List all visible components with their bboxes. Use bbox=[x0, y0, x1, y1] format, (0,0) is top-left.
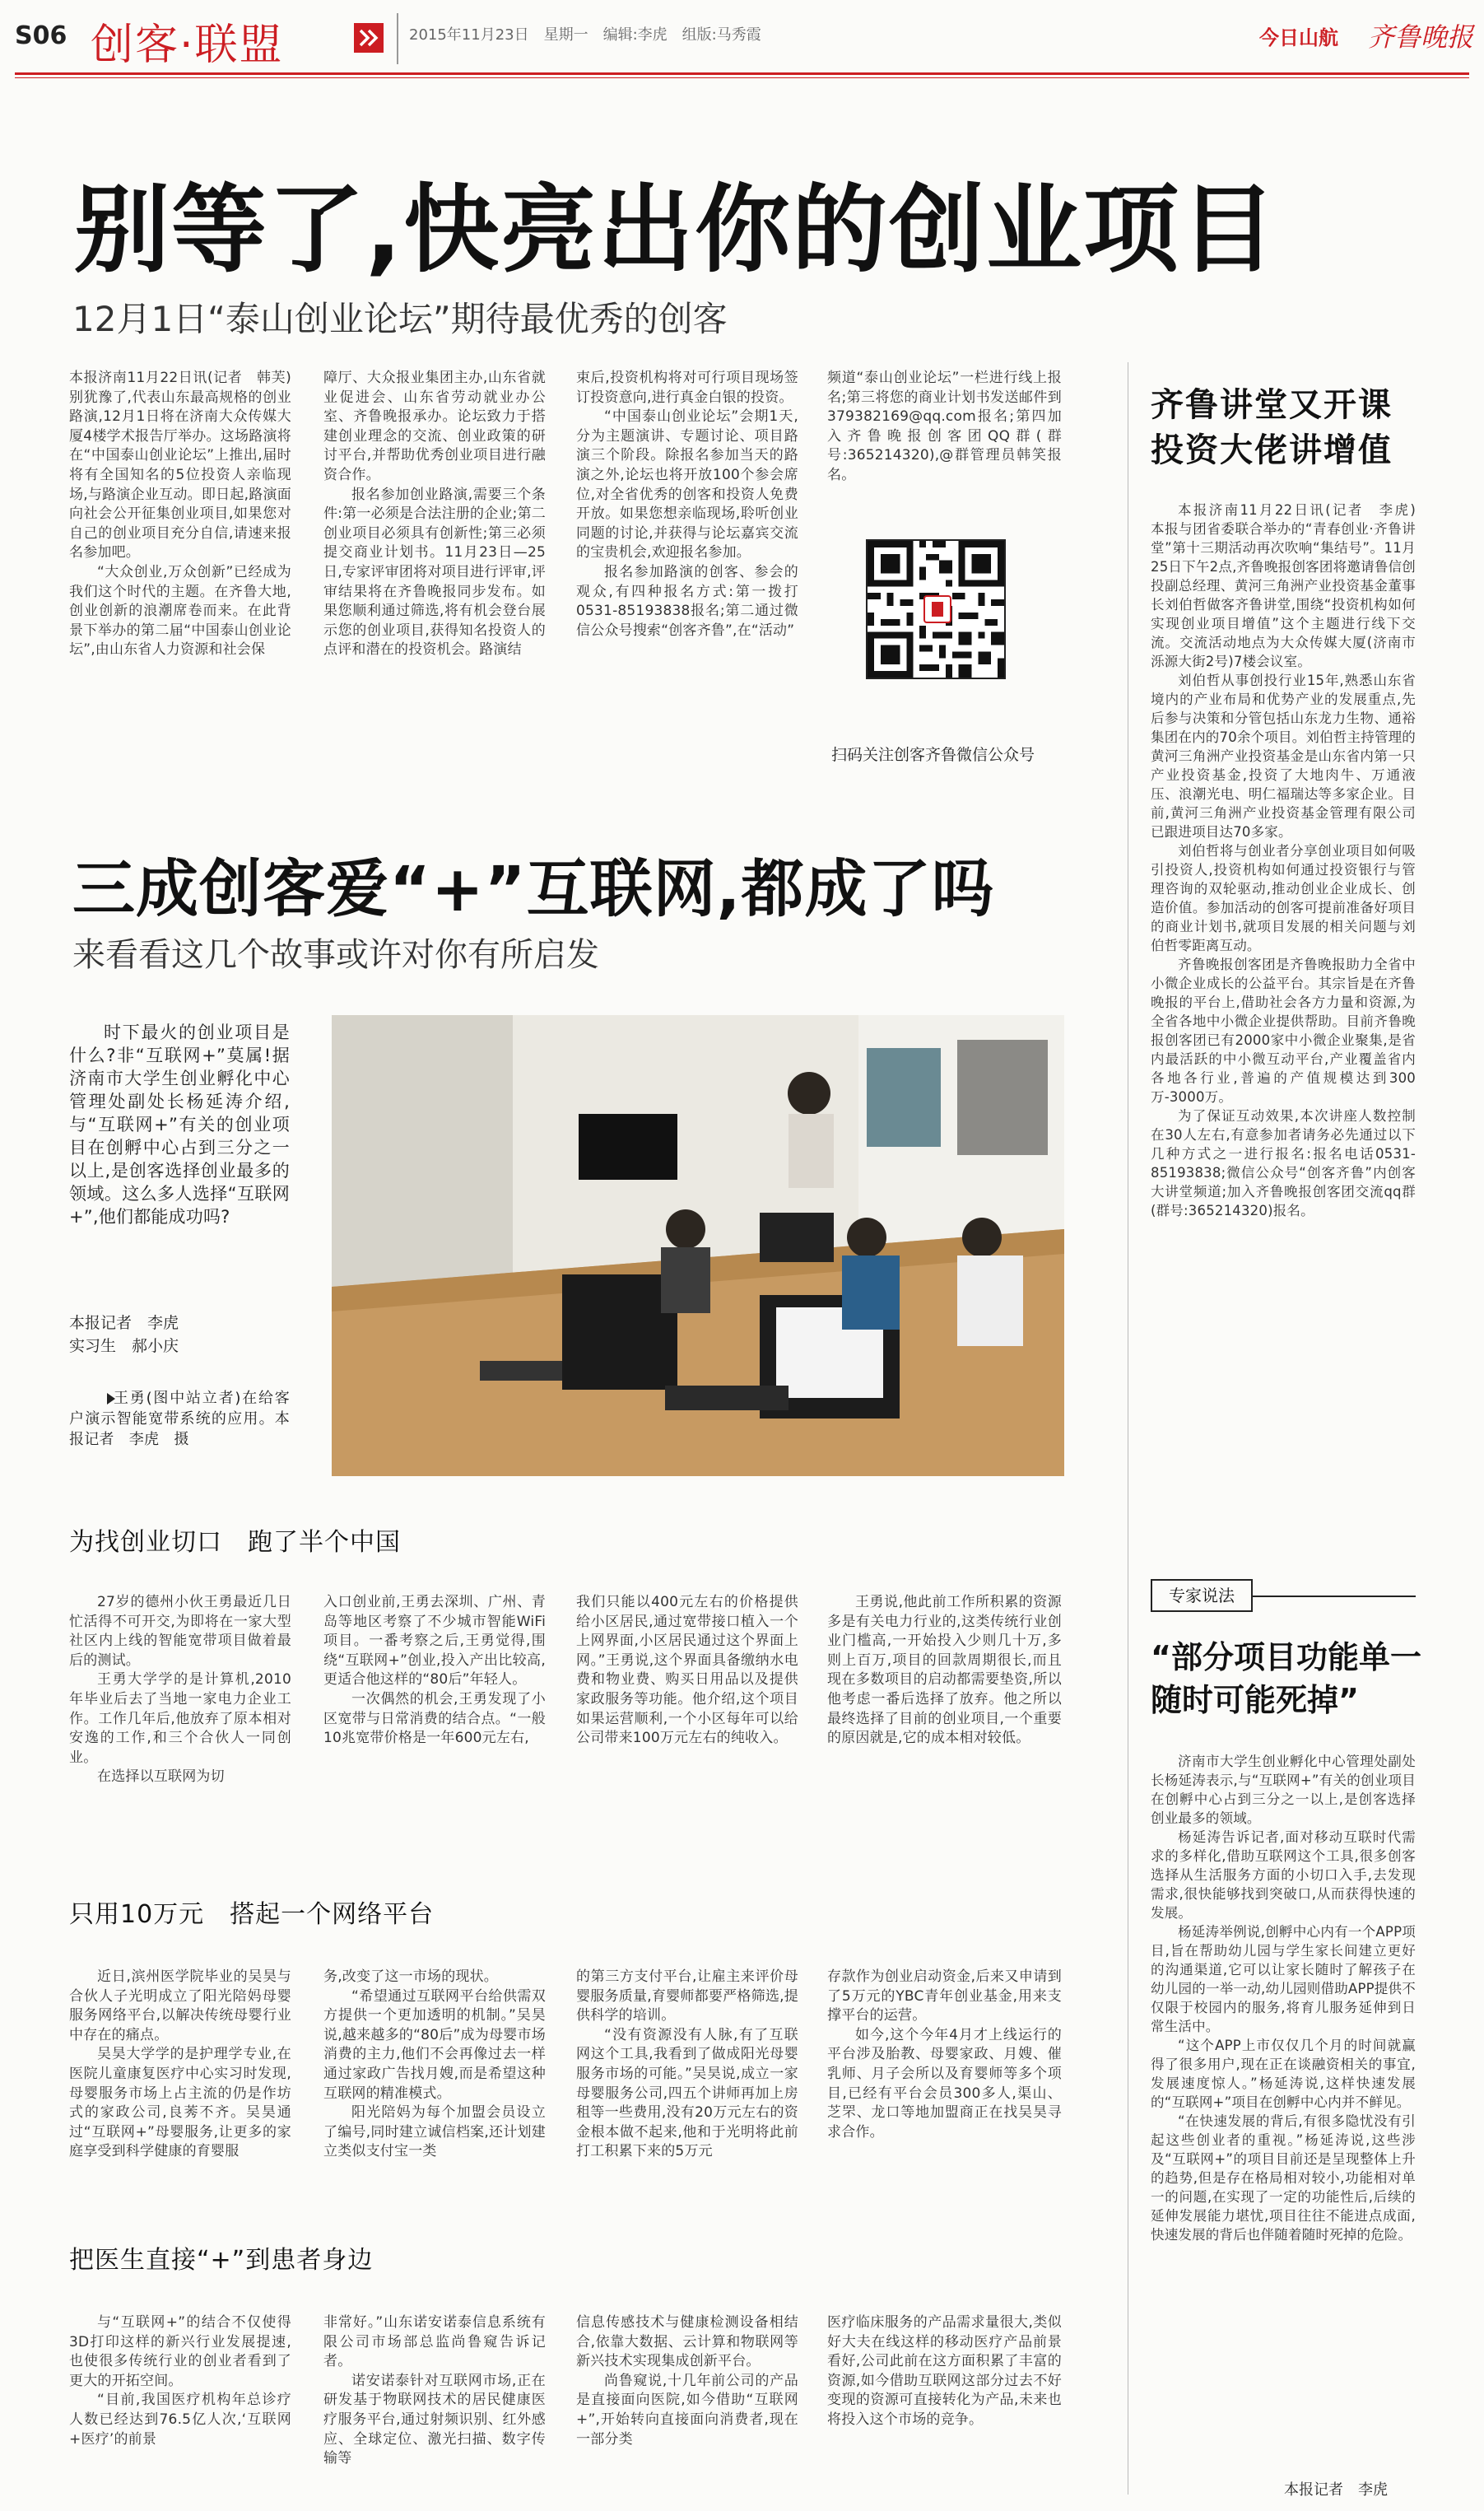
paragraph: 报名参加创业路演,需要三个条件:第一必须是合法注册的企业;第二创业项目必须具有创新性;第三必须提交商业计划书。11月23日—25日,专家评审团将对项目进行评审,评审结果将在齐鲁晚报同步发布。如果您顺利通过筛选,将有机会登台展示您的创业项目,获得知名投资人的点评和潜在的投资机会。路演结 bbox=[323, 486, 546, 659]
paragraph: 存款作为创业启动资金,后来又申请到了5万元的YBC青年创业基金,用来支撑平台的运营。 bbox=[827, 1968, 1062, 2024]
paragraph: 为了保证互动效果,本次讲座人数控制在30人左右,有意参加者请务必先通过以下几种方式之一进行报名:报名电话0531-85193838;微信公众号“创客齐鲁”内创客大讲堂频道;加入齐鲁晚报创客团交流qq群(群号:365214320)报名。 bbox=[1151, 1108, 1416, 1218]
section2-col2 bbox=[323, 1968, 546, 2182]
double-chevron-right-icon bbox=[354, 23, 384, 53]
byline-intern: 实习生 郝小庆 bbox=[69, 1337, 179, 1355]
qr-code-icon[interactable] bbox=[866, 539, 1006, 679]
paragraph: 王勇大学学的是计算机,2010年毕业后去了当地一家电力企业工作。工作几年后,他放弃了原本相对安逸的工作,和三个合伙人一同创业。 bbox=[69, 1671, 291, 1766]
article2-subtitle: 来看看这几个故事或许对你有所启发 bbox=[72, 936, 599, 974]
paragraph: “这个APP上市仅仅几个月的时间就赢得了很多用户,现在正在谈融资相关的事宜,发展速度惊人。”杨延涛说,这样快速发展的“互联网+”项目在创孵中心内并不鲜见。 bbox=[1151, 2038, 1416, 2110]
paragraph: 在选择以互联网为切 bbox=[97, 1768, 225, 1786]
article1-col4 bbox=[827, 369, 1062, 525]
sidebar1-title-line1: 齐鲁讲堂又开课 bbox=[1151, 386, 1393, 424]
paragraph: 本报济南11月22日讯(记者 韩芙) 别犹豫了,代表山东最高规格的创业路演,12月1日将在济南大众传媒大厦4楼学术报告厅举办。这场路演将在“中国泰山创业论坛”上推出,届时将有全国知名的5位投资人亲临现场,与路演企业互动。即日起,路演面向社会公开征集创业项目,如果您对自己的创业项目充分自信,请速来报名参加吧。 bbox=[69, 370, 306, 561]
paragraph: 一次偶然的机会,王勇发现了小区宽带与日常消费的结合点。“一般10兆宽带价格是一年600元左右, bbox=[323, 1690, 546, 1747]
paragraph: 如今,这个今年4月才上线运行的平台涉及胎教、母婴家政、月嫂、催乳师、月子会所以及育婴师等多个项目,已经有平台会员300多人,渠山、芝罘、龙口等地加盟商正在找吴昊寻求合作。 bbox=[827, 2026, 1062, 2141]
paragraph: 27岁的德州小伙王勇最近几日忙活得不可开交,为即将在一家大型社区内上线的智能宽带项目做着最后的测试。 bbox=[69, 1594, 291, 1669]
paragraph: 障厅、大众报业集团主办,山东省就业促进会、山东省劳动就业办公室、齐鲁晚报承办。论坛致力于搭建创业理念的交流、创业政策的研讨平台,并帮助优秀创业项目进行融资合作。 bbox=[323, 370, 546, 483]
issue-meta: 2015年11月23日 星期一 编辑:李虎 组版:马秀霞 bbox=[409, 26, 761, 44]
paragraph: 务,改变了这一市场的现状。 bbox=[323, 1968, 499, 1985]
section3-col4 bbox=[827, 2313, 1062, 2504]
paragraph: 的第三方支付平台,让雇主来评价母婴服务质量,育婴师都要严格筛选,提供科学的培训。 bbox=[576, 1968, 798, 2024]
paragraph: 信息传感技术与健康检测设备相结合,依靠大数据、云计算和物联网等新兴技术实现集成创新平台。 bbox=[576, 2314, 798, 2370]
byline-reporter: 本报记者 李虎 bbox=[69, 1314, 179, 1332]
sidebar1-body bbox=[1151, 501, 1430, 1511]
paragraph: 频道“泰山创业论坛”一栏进行线上报名;第三将您的商业计划书发送邮件到379382169@qq.com报名;第四加入齐鲁晚报创客团QQ群(群号:365214320),@群管理员韩笑报名。 bbox=[827, 370, 1062, 483]
article2-lead bbox=[69, 1021, 290, 1276]
paragraph: 尚鲁窥说,十几年前公司的产品是直接面向医院,如今借助“互联网+”,开始转向直接面向消费者,现在一部分类 bbox=[576, 2372, 798, 2448]
section2-col1 bbox=[69, 1968, 291, 2182]
section3-col2 bbox=[323, 2313, 546, 2504]
article1-subtitle: 12月1日“泰山创业论坛”期待最优秀的创客 bbox=[72, 299, 728, 339]
section2-col3 bbox=[576, 1968, 798, 2182]
paragraph: 王勇说,他此前工作所积累的资源多是有关电力行业的,这类传统行业创业门槛高,一开始投入少则几十万,多则上百万,项目的回款周期很长,而且现在多数项目的启动都需要垫资,所以他考虑一番后选择了放弃。他之所以最终选择了目前的创业项目,一个重要的原因就是,它的成本相对较低。 bbox=[827, 1594, 1062, 1747]
section3-col1 bbox=[69, 2313, 291, 2504]
paragraph: 与“互联网+”的结合不仅使得3D打印这样的新兴行业发展提速,也使很多传统行业的创业者看到了更大的开拓空间。 bbox=[69, 2314, 291, 2389]
lead-paragraph: 时下最火的创业项目是什么?非“互联网+”莫属!据济南市大学生创业孵化中心管理处副处长杨延涛介绍,与“互联网+”有关的创业项目在创孵中心占到三分之一以上,是创客选择创业最多的领域。这么多人选择“互联网+”,他们都能成功吗? bbox=[69, 1023, 290, 1227]
section3-heading: 把医生直接“+”到患者身边 bbox=[69, 2246, 374, 2275]
page-header bbox=[0, 0, 1484, 91]
paragraph: 束后,投资机构将对可行项目现场签订投资意向,进行真金白银的投资。 bbox=[576, 370, 798, 406]
section2-heading: 只用10万元 搭起一个网络平台 bbox=[69, 1900, 435, 1929]
section1-col2 bbox=[323, 1593, 546, 1747]
section1-col4 bbox=[827, 1593, 1062, 1747]
article1-col2 bbox=[323, 369, 546, 766]
page-number: S06 bbox=[15, 21, 67, 50]
section2-col4 bbox=[827, 1968, 1062, 2182]
brand-small: 今日山航 bbox=[1259, 26, 1338, 49]
paragraph: 刘伯哲将与创业者分享创业项目如何吸引投资人,投资机构如何通过投资银行与管理咨询的双轮驱动,推动创业企业成长、创造价值。参加活动的创客可提前准备好项目的商业计划书,就项目发展的相关问题与刘伯哲零距离互动。 bbox=[1151, 843, 1416, 953]
paragraph: 济南市大学生创业孵化中心管理处副处长杨延涛表示,与“互联网+”有关的创业项目在创孵中心占到三分之一以上,是创客选择创业最多的领域。 bbox=[1151, 1754, 1416, 1826]
section3-col3 bbox=[576, 2313, 798, 2504]
expert-tag bbox=[1151, 1579, 1253, 1612]
sidebar2-title-line2: 随时可能死掉” bbox=[1151, 1682, 1359, 1718]
paragraph: 阳光陪妈为每个加盟会员设立了编号,同时建立诚信档案,还计划建立类似支付宝一类 bbox=[323, 2104, 546, 2160]
paragraph: “目前,我国医疗机构年总诊疗人数已经达到76.5亿人次,‘互联网+医疗’的前景 bbox=[69, 2392, 291, 2448]
expert-tag-label: 专家说法 bbox=[1169, 1586, 1235, 1605]
section1-heading: 为找创业切口 跑了半个中国 bbox=[69, 1528, 401, 1557]
qr-caption: 扫码关注创客齐鲁微信公众号 bbox=[831, 746, 1035, 764]
paragraph: 入口创业前,王勇去深圳、广州、青岛等地区考察了不少城市智能WiFi项目。一番考察之后,王勇觉得,围绕“互联网+”创业,投入产出比较高,更适合他这样的“80后”年轻人。 bbox=[323, 1594, 546, 1689]
paragraph: 报名参加路演的创客、参会的观众,有四种报名方式:第一拨打0531-85193838报名;第二通过微信公众号搜索“创客齐鲁”,在“活动” bbox=[576, 563, 798, 639]
photo-office bbox=[332, 1015, 1064, 1476]
sidebar1-title-line2: 投资大佬讲增值 bbox=[1151, 431, 1393, 469]
header-rule-thin bbox=[15, 77, 1469, 78]
paragraph: 本报济南11月22日讯(记者 李虎) 本报与团省委联合举办的“青春创业·齐鲁讲堂”第十三期活动再次吹响“集结号”。11月25日下午2点,齐鲁晚报创客团将邀请鲁信创投副总经理、黄河三角洲产业投资基金董事长刘伯哲做客齐鲁讲堂,围绕“投资机构如何实现创业项目增值”这个主题进行线下交流。交流活动地点为大众传媒大厦(济南市泺源大街2号)7楼会议室。 bbox=[1151, 502, 1430, 669]
paragraph: 杨延涛告诉记者,面对移动互联时代需求的多样化,借助互联网这个工具,很多创客选择从生活服务方面的小切口入手,去发现需求,很快能够找到突破口,从而获得快速的发展。 bbox=[1151, 1829, 1416, 1921]
sidebar2-byline: 本报记者 李虎 bbox=[1284, 2481, 1388, 2499]
paragraph: 诺安诺泰针对互联网市场,正在研发基于物联网技术的居民健康医疗服务平台,通过射频识别、红外感应、全球定位、激光扫描、数字传输等 bbox=[323, 2372, 546, 2467]
article1-col3 bbox=[576, 369, 798, 766]
caption-text: 王勇(图中站立者)在给客户演示智能宽带系统的应用。本报记者 李虎 摄 bbox=[69, 1390, 290, 1448]
paragraph: 医疗临床服务的产品需求量很大,类似好大夫在线这样的移动医疗产品前景看好,公司此前在这方面积累了丰富的资源,如今借助互联网这部分过去不好变现的资源可直接转化为产品,未来也将投入这个市场的竞争。 bbox=[827, 2314, 1062, 2428]
section1-col3 bbox=[576, 1593, 798, 1747]
article1-title: 别等了,快亮出你的创业项目 bbox=[74, 175, 1278, 286]
paragraph: 我们只能以400元左右的价格提供给小区居民,通过宽带接口植入一个上网界面,小区居民通过这个界面上网。”王勇说,这个界面具备缴纳水电费和物业费、购买日用品以及提供家政服务等功能。他介绍,这个项目如果运营顺利,一个小区每年可以给公司带来100万元左右的纯收入。 bbox=[576, 1594, 798, 1747]
paragraph: “中国泰山创业论坛”会期1天,分为主题演讲、专题讨论、项目路演三个阶段。除报名参加当天的路演之外,论坛也将开放100个参会席位,对全省优秀的创客和投资人免费开放。如果您想亲临现场,聆听创业同题的讨论,并获得与论坛嘉宾交流的宝贵机会,欢迎报名参加。 bbox=[576, 408, 798, 561]
article2-title: 三成创客爱“+”互联网,都成了吗 bbox=[72, 852, 995, 925]
sidebar2-body bbox=[1151, 1752, 1416, 2470]
header-divider bbox=[397, 13, 398, 64]
paragraph: 非常好。”山东诺安诺泰信息系统有限公司市场部总监尚鲁窥告诉记者。 bbox=[323, 2314, 546, 2370]
paragraph: “没有资源没有人脉,有了互联网这个工具,我看到了做成阳光母婴服务市场的可能。”吴昊说,成立一家母婴服务公司,四五个讲师再加上房租等一些费用,没有20万元左右的资金根本做不起来,他和于光明将此前打工积累下来的5万元 bbox=[576, 2026, 798, 2160]
paragraph: 吴昊大学学的是护理学专业,在医院儿童康复医疗中心实习时发现,母婴服务市场上占主流的仍是作坊式的家政公司,良莠不齐。吴昊通过“互联网+”母婴服务,让更多的家庭享受到科学健康的育婴服 bbox=[69, 2046, 291, 2160]
paragraph: 近日,滨州医学院毕业的吴昊与合伙人子光明成立了阳光陪妈母婴服务网络平台,以解决传统母婴行业中存在的痛点。 bbox=[69, 1968, 291, 2043]
paragraph: “希望通过互联网平台给供需双方提供一个更加透明的机制。”吴昊说,越来越多的“80后”成为母婴市场消费的主力,他们不会再像过去一样通过家政广告找月嫂,而是希望这种互联网的精准模式。 bbox=[323, 1987, 546, 2102]
sidebar2-title-line1: “部分项目功能单一 bbox=[1151, 1639, 1421, 1675]
paragraph: 刘伯哲从事创投行业15年,熟悉山东省境内的产业布局和优势产业的发展重点,先后参与决策和分管包括山东龙力生物、通裕集团在内的70余个项目。刘伯哲主持管理的黄河三角洲产业投资基金是山东省内第一只产业投资基金,投资了大地肉牛、万通液压、浪潮光电、明仁福瑞达等多家企业。目前,黄河三角洲产业投资基金管理有限公司已跟进项目达70多家。 bbox=[1151, 673, 1416, 840]
article1-col1 bbox=[69, 369, 306, 766]
brand-logo: 齐鲁晚报 bbox=[1368, 21, 1474, 53]
paragraph: “在快速发展的背后,有很多隐忧没有引起这些创业者的重视。”杨延涛说,这些涉及“互联网+”的项目目前还是呈现整体上升的趋势,但是存在格局相对较小,功能相对单一的问题,在实现了一定的功能性后,后续的延伸发展能力堪忧,项目往往不能进点成面,快速发展的背后也伴随着随时死掉的危险。 bbox=[1151, 2113, 1416, 2243]
section-title: 创客·联盟 bbox=[91, 21, 284, 70]
paragraph: 齐鲁晚报创客团是齐鲁晚报助力全省中小微企业成长的公益平台。其宗旨是在齐鲁晚报的平台上,借助社会各方力量和资源,为全省各地中小微企业提供帮助。目前齐鲁晚报创客团已有2000家中小微企业聚集,是省内最活跃的中小微互动平台,产业覆盖省内各地各行业,普遍的产值规模达到300万-3000万。 bbox=[1151, 957, 1416, 1105]
qr-logo bbox=[923, 595, 951, 623]
paragraph: “大众创业,万众创新”已经成为我们这个时代的主题。在齐鲁大地,创业创新的浪潮席卷而来。在此背景下举办的第二届“中国泰山创业论坛”,由山东省人力资源和社会保 bbox=[69, 563, 291, 659]
paragraph: 杨延涛举例说,创孵中心内有一个APP项目,旨在帮助幼儿园与学生家长间建立更好的沟通渠道,它可以让家长随时了解孩子在幼儿园的一举一动,幼儿园则借助APP提供不仅限于校园内的服务,将育儿服务延伸到日常生活中。 bbox=[1151, 1924, 1416, 2034]
section1-col1 bbox=[69, 1593, 291, 1786]
header-rule bbox=[15, 72, 1469, 75]
photo-caption bbox=[69, 1388, 290, 1464]
